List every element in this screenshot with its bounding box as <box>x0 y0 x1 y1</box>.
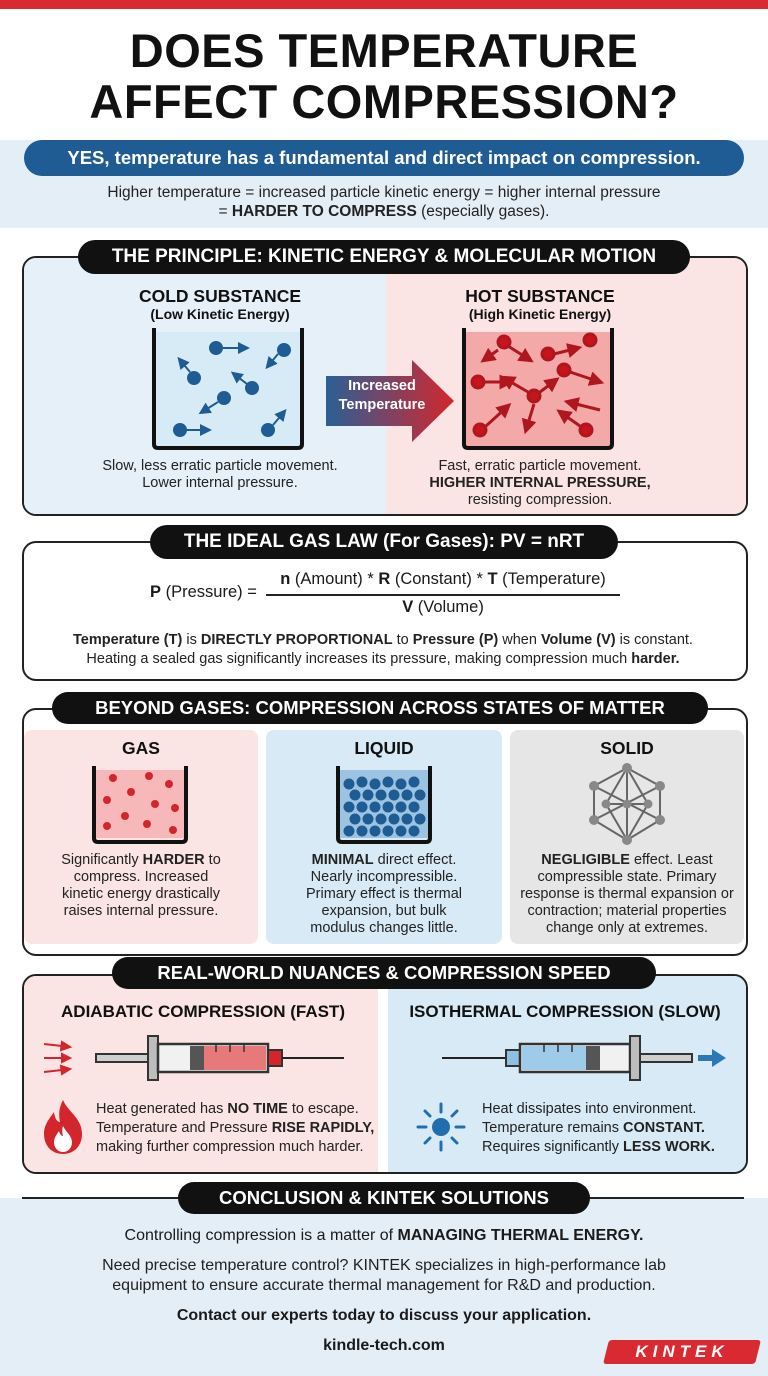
intro-line2-prefix: = <box>218 203 232 220</box>
adiabatic-title: ADIABATIC COMPRESSION (FAST) <box>61 1002 345 1021</box>
gas-desc-line2: compress. Increased <box>73 869 209 885</box>
liquid-title: LIQUID <box>354 738 414 758</box>
cold-title: COLD SUBSTANCE <box>138 286 302 306</box>
kintek-logo-text: KINTEK <box>635 1342 729 1361</box>
gas-desc-line1 <box>30 852 252 869</box>
formula-r: R <box>378 570 391 588</box>
solid-description <box>514 852 740 937</box>
nuances-header: REAL-WORLD NUANCES & COMPRESSION SPEED <box>112 957 656 989</box>
conclusion-line3: equipment to ensure accurate thermal management for R&D and production. <box>112 1277 656 1294</box>
flame-icon <box>38 1098 88 1156</box>
principle-header: THE PRINCIPLE: KINETIC ENERGY & MOLECULAR MOTION <box>78 240 690 274</box>
ad-desc-line3: making further compression much harder. <box>96 1139 364 1155</box>
iso-desc-less-work: LESS WORK. <box>623 1139 715 1155</box>
formula-n-label: (Amount) * <box>290 570 379 588</box>
sol-desc-line4: contraction; material properties <box>527 903 727 919</box>
desc-is-constant: is constant. <box>615 632 693 648</box>
cold-desc-line1: Slow, less erratic particle movement. <box>102 458 338 474</box>
intro-line2-suffix: (especially gases). <box>416 203 550 220</box>
ideal-gas-desc-line1 <box>30 631 736 650</box>
hot-desc-line1: Fast, erratic particle movement. <box>438 458 642 474</box>
hot-title: HOT SUBSTANCE <box>465 286 615 306</box>
iso-desc-line2 <box>482 1119 742 1138</box>
hot-desc-line3: resisting compression. <box>467 492 613 508</box>
liquid-container-diagram <box>335 764 433 844</box>
gas-container-diagram <box>91 764 189 844</box>
ideal-gas-description <box>30 631 736 669</box>
iso-desc-requires: Requires significantly <box>482 1139 624 1155</box>
formula-t-label: (Temperature) <box>497 570 606 588</box>
gas-title: GAS <box>122 738 160 758</box>
gas-desc-line4: raises internal pressure. <box>63 903 219 919</box>
formula-p: P <box>150 583 162 601</box>
heat-lines-icon <box>44 1042 70 1074</box>
cold-subtitle: (Low Kinetic Energy) <box>150 306 290 322</box>
ad-desc-a: Heat generated has <box>96 1101 228 1117</box>
isothermal-title: ISOTHERMAL COMPRESSION (SLOW) <box>409 1002 721 1021</box>
sol-desc-line2: compressible state. Primary <box>537 869 717 885</box>
cold-container-diagram <box>150 326 306 452</box>
desc2-text: Heating a sealed gas significantly increases its pressure, making compression much <box>86 651 632 667</box>
formula-n: n <box>280 570 291 588</box>
page-title-line1: DOES TEMPERATURE <box>129 24 639 77</box>
formula-t: T <box>487 570 498 588</box>
gas-desc-a: Significantly <box>61 852 143 868</box>
desc-when: when <box>498 632 541 648</box>
formula-lhs-label: (Pressure) = <box>161 583 257 601</box>
sun-icon <box>416 1102 466 1152</box>
sol-desc-line3: response is thermal expansion or <box>520 886 734 902</box>
gas-desc-harder: HARDER <box>142 852 205 868</box>
liq-desc-line3: Primary effect is thermal <box>305 886 463 902</box>
intro-line2 <box>30 202 738 221</box>
liq-desc-line4: expansion, but bulk <box>321 903 447 919</box>
iso-desc-line1: Heat dissipates into environment. <box>482 1101 697 1117</box>
page-title-line2: AFFECT COMPRESSION? <box>89 75 679 128</box>
conclusion-header: CONCLUSION & KINTEK SOLUTIONS <box>178 1182 590 1214</box>
intro-line1: Higher temperature = increased particle kinetic energy = higher internal pressure <box>107 184 661 201</box>
desc-to: to <box>392 632 413 648</box>
iso-desc-constant: CONSTANT. <box>623 1120 705 1136</box>
liq-desc-line5: modulus changes little. <box>310 920 458 936</box>
adiabatic-description <box>96 1100 386 1157</box>
liq-desc-b: direct effect. <box>373 852 457 868</box>
iso-desc-line3 <box>482 1138 742 1157</box>
desc2-harder: harder. <box>631 651 680 667</box>
desc-volume: Volume (V) <box>540 632 616 648</box>
ideal-gas-desc-line2 <box>30 650 736 669</box>
sol-desc-b: effect. Least <box>629 852 713 868</box>
liq-desc-minimal: MINIMAL <box>311 852 374 868</box>
desc-temperature: Temperature (T) <box>73 632 183 648</box>
formula-denominator <box>266 598 620 617</box>
formula-lhs <box>150 583 257 602</box>
arrow-right-icon <box>698 1049 726 1067</box>
conclusion-line2: Need precise temperature control? KINTEK specializes in high-performance lab <box>102 1257 666 1274</box>
ad-desc-temp: Temperature and Pressure <box>96 1120 272 1136</box>
ad-desc-line1 <box>96 1100 386 1119</box>
hot-container-diagram <box>460 326 616 452</box>
ideal-gas-header: THE IDEAL GAS LAW (For Gases): PV = nRT <box>150 525 618 559</box>
ad-desc-line2 <box>96 1119 386 1138</box>
cold-desc-line2: Lower internal pressure. <box>142 475 298 491</box>
formula-fraction-bar <box>266 594 620 596</box>
arrow-label <box>330 377 434 415</box>
hot-description <box>390 458 690 509</box>
iso-desc-temp: Temperature remains <box>482 1120 624 1136</box>
liq-desc-line2: Nearly incompressible. <box>310 869 458 885</box>
gas-desc-line3: kinetic energy drastically <box>62 886 220 902</box>
isothermal-syringe-diagram <box>440 1030 730 1086</box>
formula-numerator <box>266 570 620 589</box>
adiabatic-syringe-diagram <box>40 1030 350 1086</box>
arrow-label-line2: Temperature <box>338 397 426 413</box>
solid-title: SOLID <box>600 738 654 758</box>
sol-desc-negligible: NEGLIGIBLE <box>541 852 630 868</box>
conclusion-line1 <box>20 1226 748 1246</box>
formula-v-label: (Volume) <box>413 598 484 616</box>
intro-line2-bold: HARDER TO COMPRESS <box>231 203 417 220</box>
hot-desc-line2: HIGHER INTERNAL PRESSURE, <box>429 475 651 491</box>
liquid-description <box>272 852 496 937</box>
formula-r-label: (Constant) * <box>390 570 488 588</box>
conclusion-line1-a: Controlling compression is a matter of <box>124 1227 398 1244</box>
gas-desc-c: to <box>204 852 221 868</box>
ad-desc-c: to escape. <box>287 1101 359 1117</box>
states-header: BEYOND GASES: COMPRESSION ACROSS STATES OF MATTER <box>52 692 708 724</box>
gas-description <box>30 852 252 920</box>
contact-cta[interactable]: Contact our experts today to discuss your application. <box>176 1307 592 1324</box>
cold-description <box>70 458 370 492</box>
solid-lattice-diagram <box>580 762 674 846</box>
intro-banner: YES, temperature has a fundamental and direct impact on compression. <box>24 140 744 176</box>
formula-v: V <box>402 598 414 616</box>
liq-desc-line1 <box>272 852 496 869</box>
arrow-label-line1: Increased <box>348 378 416 394</box>
desc-directly-proportional: DIRECTLY PROPORTIONAL <box>200 632 393 648</box>
hot-subtitle: (High Kinetic Energy) <box>468 306 612 322</box>
intro-summary <box>30 183 738 221</box>
sol-desc-line5: change only at extremes. <box>545 920 708 936</box>
sol-desc-line1 <box>514 852 740 869</box>
desc-is: is <box>182 632 201 648</box>
desc-pressure: Pressure (P) <box>412 632 499 648</box>
top-accent-bar <box>0 0 768 9</box>
ad-desc-rise: RISE RAPIDLY, <box>271 1120 375 1136</box>
isothermal-description <box>482 1100 742 1157</box>
website-link[interactable]: kindle-tech.com <box>323 1337 445 1354</box>
conclusion-line1-bold: MANAGING THERMAL ENERGY. <box>397 1227 644 1244</box>
ad-desc-no-time: NO TIME <box>227 1101 288 1117</box>
conclusion-body <box>20 1256 748 1296</box>
